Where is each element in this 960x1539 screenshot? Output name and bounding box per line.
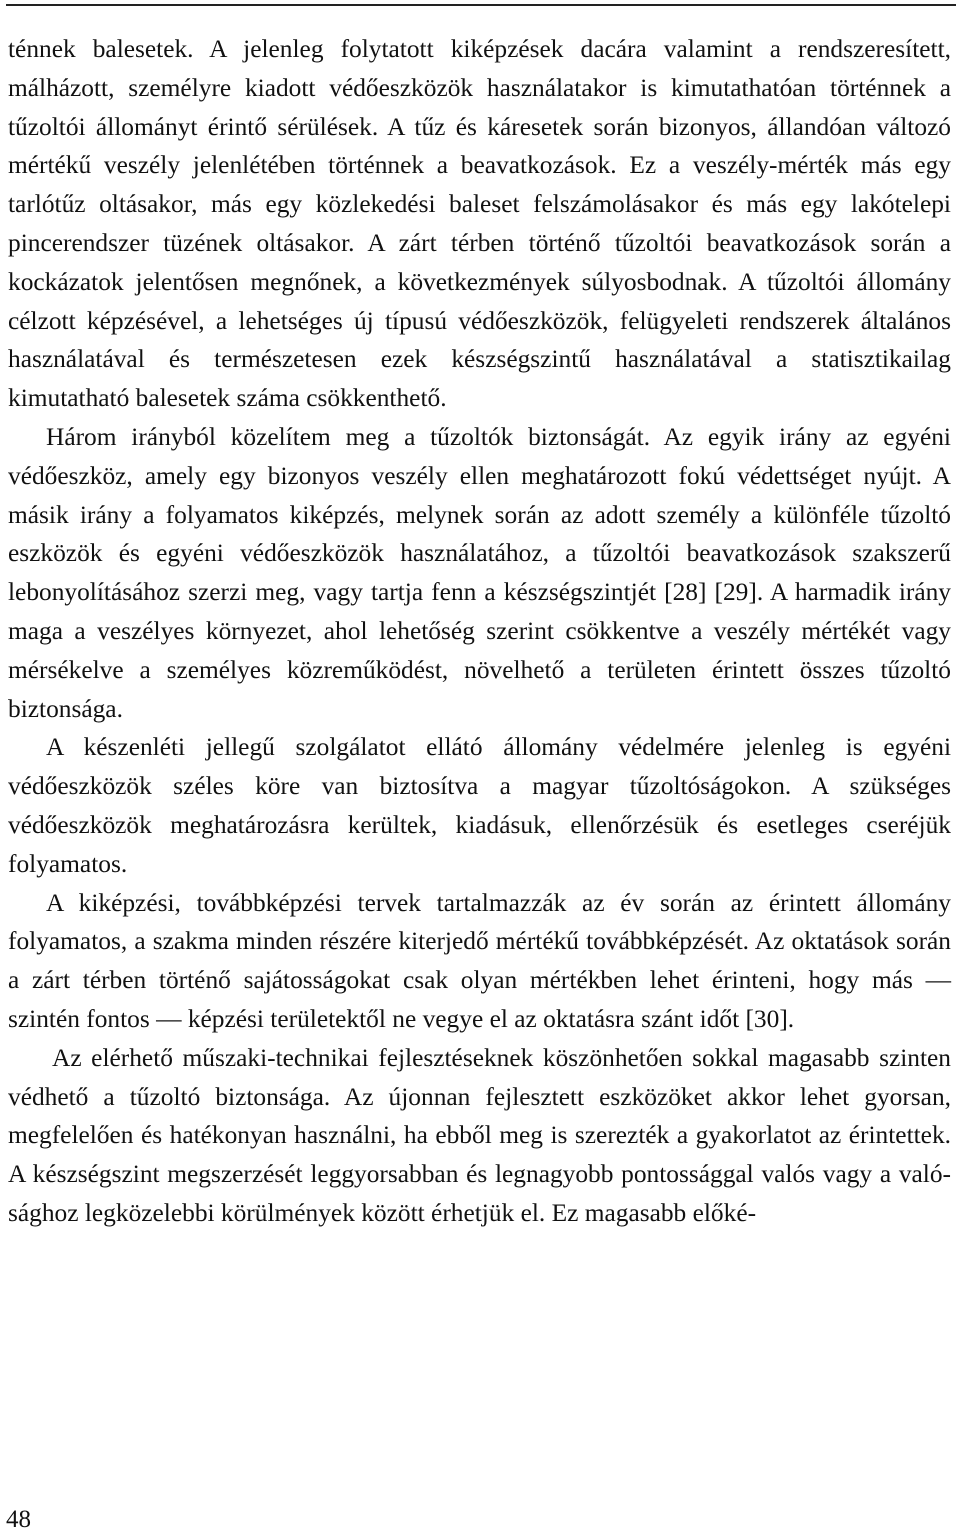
- paragraph-2: Három irányból közelítem meg a tűzoltók biztonságát. Az egyik irány az egyéni védőeszköz, amely egy bizonyos veszély ellen meghatározott fokú védettséget nyújt. A másik irány a folyamatos kiképzés, melynek során az adott személy a különféle tűzoltó eszközök és egyéni védőeszközök használatához, a tűzoltói beavatkozások szakszerű lebonyolításához szerzi meg, vagy tartja fenn a készségszintjét [28] [29]. A harmadik irány maga a veszélyes környezet, ahol lehetőség szerint csökkentve a veszély mértékét vagy mérsékelve a személyes közreműködést, növelhető a területen érintett összes tűzoltó biztonsága.: [8, 422, 951, 723]
- header-rule: [6, 4, 956, 6]
- page-body: [8, 30, 951, 1233]
- page-number: 48: [6, 1506, 31, 1533]
- paragraph-3: A készenléti jellegű szolgálatot ellátó állomány védelmére jelenleg is egyéni védőeszközök széles köre van biztosítva a magyar tűzoltóságokon. A szükséges védőeszközök meghatározásra kerültek, kiadásuk, ellenőrzésük és esetleges cseréjük folyamatos.: [8, 733, 951, 878]
- paragraph-4: A kiképzési, továbbképzési tervek tartalmazzák az év során az érintett állomány folyamatos, a szakma minden részére kiterjedő mértékű továbbképzését. Az oktatások során a zárt térben történő sajátosságokat csak olyan mértékben lehet érinteni, hogy más — szintén fontos — képzési területektől ne vegye el az oktatásra szánt időt [30].: [8, 888, 951, 1033]
- paragraph-1: ténnek balesetek. A jelenleg folytatott kiképzések dacára valamint a rendszeresített, málházott, személyre kiadott védőeszközök használatakor is kimutathatóan történnek a tűzoltói állományt érintő sérülések. A tűz és káresetek során bizonyos, állandóan változó mértékű veszély jelenlétében történnek a beavatkozások. Ez a veszély-mérték más egy tarlótűz oltásakor, más egy közlekedési baleset felszámolásakor és más egy lakótelepi pincerendszer tüzének oltásakor. A zárt térben történő tűzoltói beavatkozások során a kockázatok jelentősen megnőnek, a következmények súlyosbodnak. A tűzoltói állomány célzott képzésével, a lehetséges új típusú védőeszközök, felügyeleti rendszerek általános használatával és természetesen ezek készségszintű használatával a statisztikailag kimutatható balesetek száma csökkenthető.: [8, 35, 951, 413]
- paragraph-5: Az elérhető műszaki-technikai fejlesztéseknek köszönhetően sokkal magasabb szinten védhető a tűzoltó biztonsága. Az újonnan fejlesztett eszközöket akkor lehet gyorsan, megfelelően és hatékonyan használni, ha ebből meg is szerezték a gyakorlatot az érintettek. A készségszint megszerzését leggyorsabban és legnagyobb pontossággal valós vagy a valósághoz legközelebbi körülmények között érhetjük el. Ez magasabb előké-: [8, 1043, 951, 1227]
